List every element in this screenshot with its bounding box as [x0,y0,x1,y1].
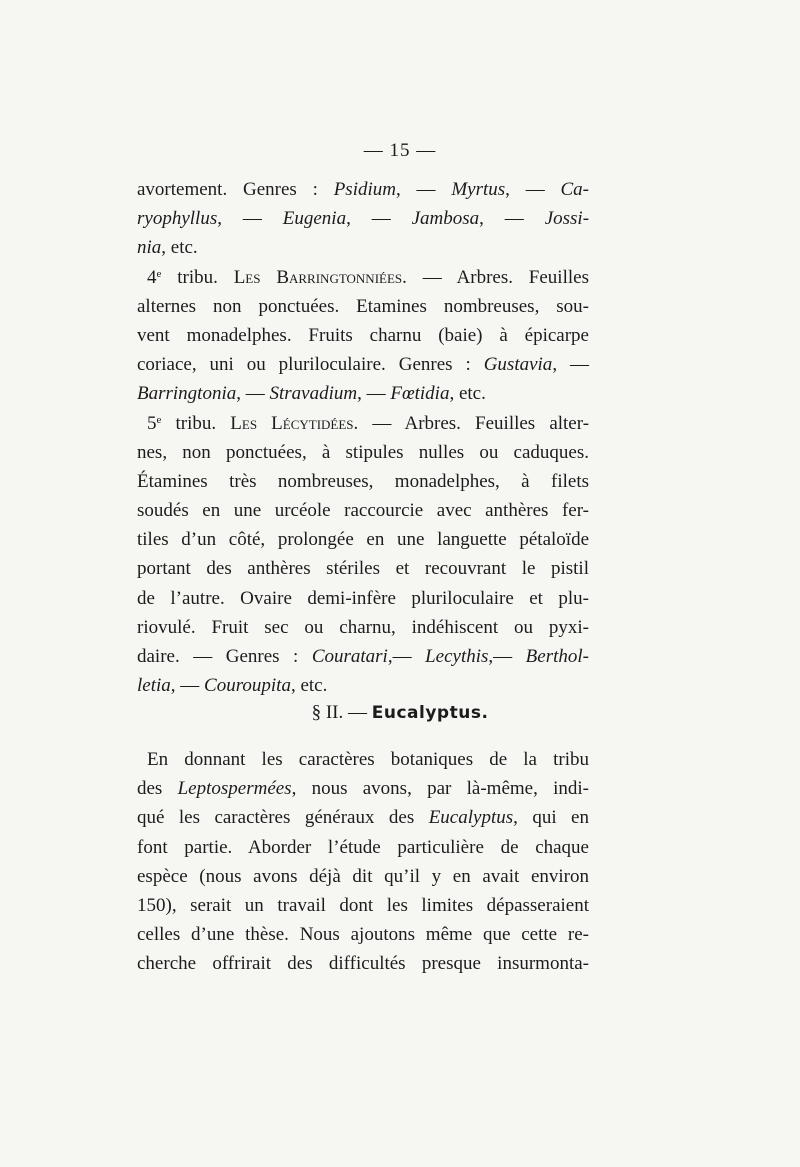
italic-text: Lecythis [425,646,489,667]
text-line [137,554,589,583]
text-segment: qué les caractères généraux des [137,807,429,829]
text-segment: de l’autre. Ovaire demi-infère pluriloculaire et plu- [137,587,589,609]
text-segment: 4 [147,266,157,288]
text-line [137,671,589,700]
italic-text: Couratari [311,646,388,667]
text-segment: , — [346,208,412,230]
text-segment: coriace, uni ou pluriloculaire. Genres : [137,354,484,376]
text-segment: . — Arbres. Feuilles alter- [353,412,590,434]
text-line [137,409,589,438]
text-segment: cherche offrirait des difficultés presque insurmonta- [137,953,589,975]
text-line [137,233,589,262]
italic-text: Jambosa [411,208,480,230]
italic-text: Eugenia [282,208,347,230]
page-number: — 15 — [363,140,437,161]
italic-text: Jossi- [544,208,590,230]
text-line [137,584,589,613]
small-caps-text: Les Barringtonniées [233,266,403,288]
italic-text: Berthol- [525,646,589,667]
text-segment: font partie. Aborder l’étude particulière de chaque [137,836,589,858]
text-segment: tribu. [161,412,231,434]
italic-text: Myrtus [451,179,506,200]
italic-text: Eucalyptus [428,807,514,829]
small-caps-text: Les Lécytidées [230,412,354,434]
text-segment: , — [395,179,452,200]
text-segment: nes, non ponctuées, à stipules nulles ou caduques. [137,441,589,463]
italic-text: Fœtidia [390,383,450,405]
text-segment: , — [552,354,590,376]
text-line [137,833,589,862]
text-segment: ,— [387,646,426,667]
text-segment: , etc. [161,237,198,259]
text-segment: e [156,267,162,280]
text-segment: alternes non ponctuées. Etamines nombreuses, sou- [137,295,589,317]
text-segment: ,— [488,646,526,667]
text-segment: avortement. Genres : [137,179,334,200]
text-line [137,438,589,467]
text-segment: e [156,413,162,426]
text-segment: , qui en [513,807,589,829]
text-segment: riovulé. Fruit sec ou charnu, indéhiscent ou pyxi- [137,616,589,638]
text-segment: des [137,778,178,800]
text-segment: , — [170,675,205,697]
text-segment: daire. — Genres : [137,646,312,667]
text-line [137,920,589,949]
text-segment: , etc. [449,383,486,405]
text-line [137,496,589,525]
italic-text: Psidium [333,179,396,200]
section-heading [0,698,800,728]
paragraph-tribes [137,175,589,700]
italic-text: Gustavia [483,354,553,376]
text-line [137,642,589,671]
italic-text: Ca- [560,179,589,200]
text-segment: 5 [147,412,157,434]
italic-text: ryophyllus [137,208,218,230]
text-segment: soudés en une urcéole raccourcie avec anthères fer- [137,500,589,522]
text-segment: , — [236,383,270,405]
text-segment: . — Arbres. Feuilles [402,266,589,288]
text-line [137,862,589,891]
text-segment: 150), serait un travail dont les limites dépasseraient [137,894,589,916]
italic-text: Stravadium [269,383,358,405]
text-line [137,745,589,774]
text-segment: , nous avons, par là-même, indi- [291,778,589,800]
italic-text: Barringtonia [137,383,237,405]
paragraph-eucalyptus [137,745,589,979]
text-segment: En donnant les caractères botaniques de la tribu [147,749,589,770]
text-segment: tribu. [161,266,234,288]
text-segment: vent monadelphes. Fruits charnu (baie) à épicarpe [137,324,589,346]
text-line [137,321,589,350]
text-line [137,467,589,496]
text-line [137,525,589,554]
section-title: Eucalyptus. [371,703,489,723]
text-segment: , — [505,179,561,200]
text-line [137,292,589,321]
text-line [137,175,589,204]
text-line [137,803,589,832]
text-line [137,774,589,803]
text-line [137,350,589,379]
text-line [137,949,589,978]
text-line [137,263,589,292]
text-segment: , — [479,208,545,230]
text-segment: portant des anthères stériles et recouvrant le pistil [137,558,589,580]
text-segment: espèce (nous avons déjà dit qu’il y en avait environ [137,865,589,887]
section-number: § II. — [311,702,367,723]
text-line [137,891,589,920]
italic-text: Couroupita [204,675,291,697]
text-line [137,379,589,408]
text-line [137,204,589,233]
text-segment: Étamines très nombreuses, monadelphes, à filets [137,470,589,492]
italic-text: letia [137,675,171,697]
text-segment: tiles d’un côté, prolongée en une languette pétaloïde [137,529,589,551]
italic-text: Leptospermées [177,778,292,800]
text-line [137,613,589,642]
italic-text: nia [137,237,162,259]
text-segment: , — [217,208,283,230]
text-segment: , — [357,383,391,405]
text-segment: , etc. [290,675,328,697]
text-segment: celles d’une thèse. Nous ajoutons même que cette re- [137,924,589,946]
